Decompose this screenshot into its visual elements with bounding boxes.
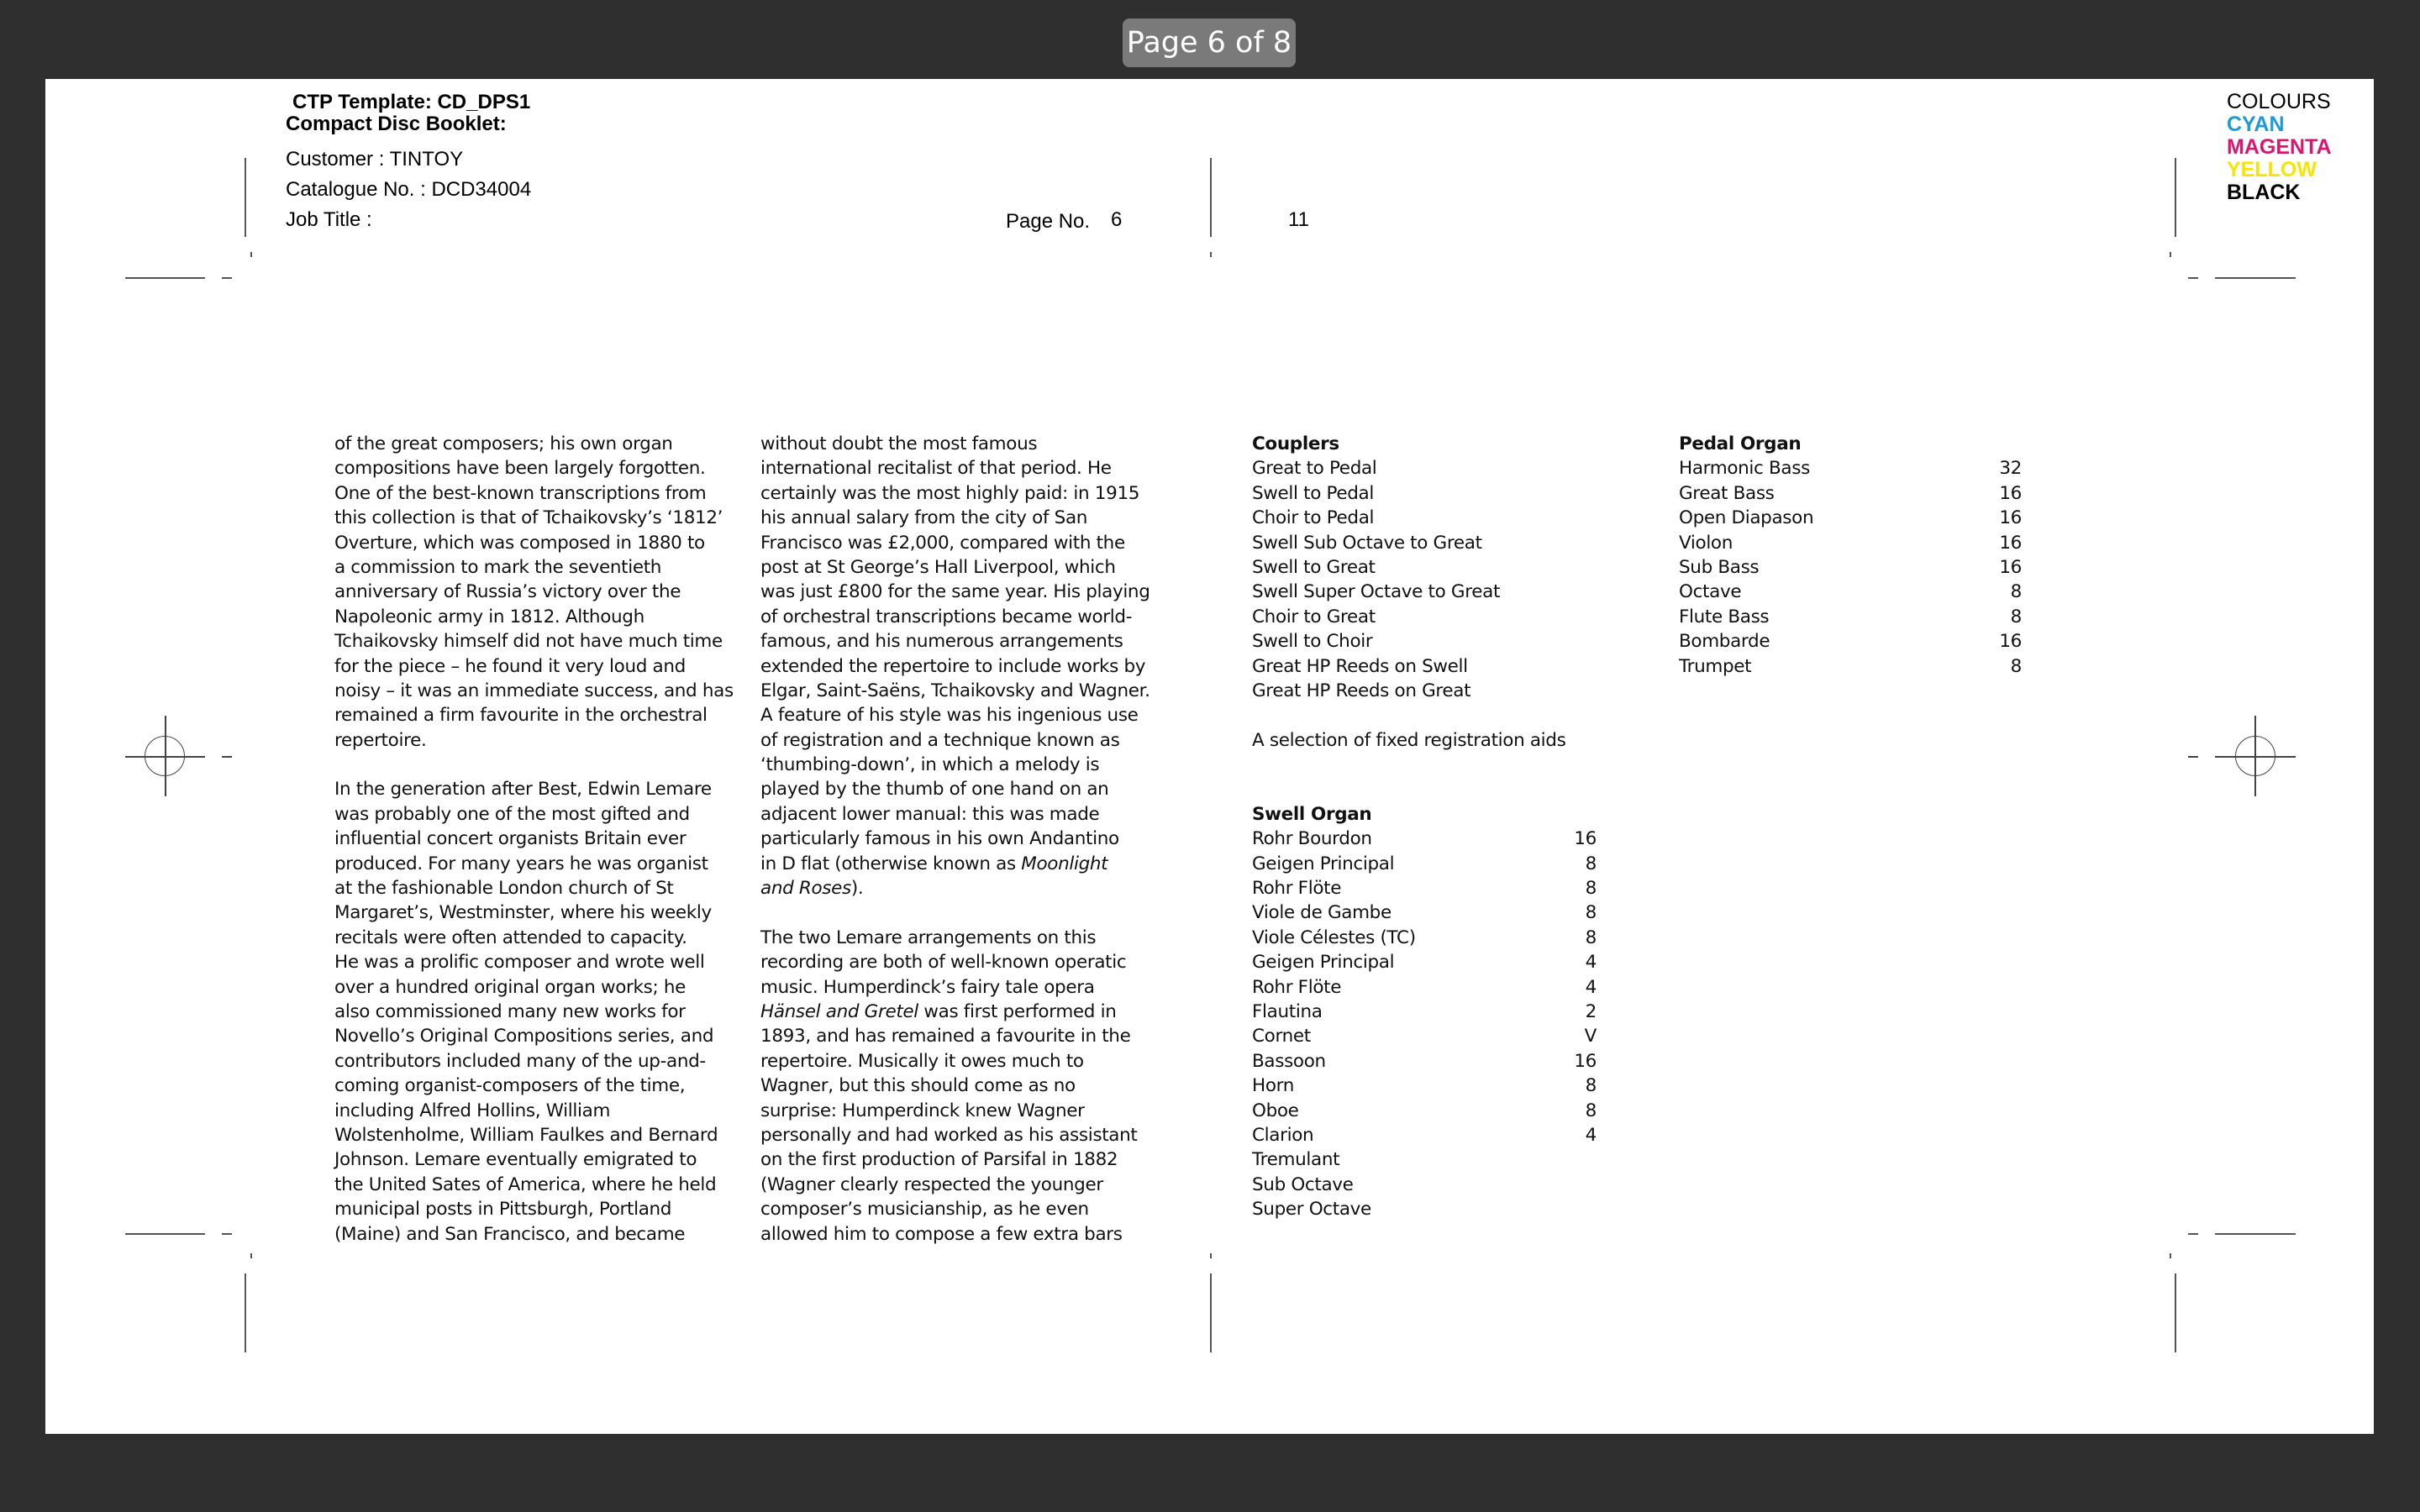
text-line: Wolstenholme, William Faulkes and Bernard: [334, 1124, 718, 1146]
stop-row: [1679, 531, 2022, 555]
text-line: repertoire. Musically it owes much to: [760, 1050, 1084, 1072]
stop-name: Bombarde: [1679, 631, 1770, 653]
text-line: noisy – it was an immediate success, and has: [334, 680, 734, 701]
catalogue-label: Catalogue No. : DCD34004: [286, 178, 532, 201]
stop-name: Viole Célestes (TC): [1252, 927, 1416, 948]
stop-name: Bassoon: [1252, 1050, 1326, 1072]
text-line: was just £800 for the same year. His playing: [760, 581, 1150, 603]
crop-mark: [2188, 277, 2198, 279]
text-line: The two Lemare arrangements on this: [760, 927, 1097, 948]
stop-row: [1679, 481, 2022, 506]
stop-row: [1252, 1049, 1597, 1074]
text-line: ‘thumbing-down’, in which a melody is: [760, 754, 1100, 776]
text-line: Tchaikovsky himself did not have much time: [334, 631, 723, 653]
stop-name: Harmonic Bass: [1679, 458, 1810, 480]
pedal-organ-heading: Pedal Organ: [1679, 433, 1802, 454]
crop-mark: [1210, 1253, 1212, 1258]
crop-mark: [222, 277, 232, 279]
stop-pitch: 8: [1585, 927, 1597, 948]
booklet-label: Compact Disc Booklet:: [286, 113, 507, 135]
colour-black: BLACK: [2227, 181, 2301, 204]
text-line: adjacent lower manual: this was made: [760, 803, 1100, 825]
colour-cyan: CYAN: [2227, 113, 2285, 136]
text-line: He was a prolific composer and wrote well: [334, 952, 705, 974]
stop-row: [1679, 654, 2022, 679]
stop-name: Rohr Bourdon: [1252, 828, 1372, 850]
stop-pitch: V: [1584, 1026, 1597, 1047]
stop-name: Super Octave: [1252, 1199, 1371, 1221]
specification-column-3: [1252, 432, 1597, 1222]
stop-name: Violon: [1679, 532, 1733, 554]
text-line: Novello’s Original Compositions series, and: [334, 1026, 714, 1047]
stop-name: Flautina: [1252, 1000, 1323, 1022]
stop-row: [1252, 975, 1597, 1000]
stop-row: [1252, 1000, 1597, 1024]
text-line: including Alfred Hollins, William: [334, 1100, 611, 1121]
text-line: coming organist-composers of the time,: [334, 1075, 686, 1097]
stop-pitch: 8: [1585, 1075, 1597, 1097]
stop-pitch: 4: [1585, 976, 1597, 998]
stop-name: Rohr Flöte: [1252, 878, 1342, 900]
stop-row: [1252, 1099, 1597, 1123]
text-line: 1893, and has remained a favourite in the: [760, 1026, 1131, 1047]
text-line: personally and had worked as his assistant: [760, 1124, 1138, 1146]
coupler-item: Great to Pedal: [1252, 458, 1377, 480]
text-line: extended the repertoire to include works by: [760, 655, 1146, 677]
stop-row: [1679, 456, 2022, 480]
crop-mark: [125, 1233, 205, 1235]
text-line: post at St George’s Hall Liverpool, which: [760, 556, 1116, 578]
crop-mark: [125, 277, 205, 279]
stop-row: [1252, 1197, 1597, 1221]
stop-pitch: 4: [1585, 1124, 1597, 1146]
text-line: A feature of his style was his ingenious use: [760, 705, 1139, 727]
stop-row: [1252, 926, 1597, 950]
text-line: (Maine) and San Francisco, and became: [334, 1223, 686, 1245]
stop-row: [1252, 827, 1597, 851]
text-line: particularly famous in his own Andantino: [760, 828, 1119, 850]
stop-name: Geigen Principal: [1252, 853, 1395, 874]
stop-row: [1252, 1173, 1597, 1197]
crop-mark: [222, 1233, 232, 1235]
stop-pitch: 16: [1999, 631, 2022, 653]
text-line: Margaret’s, Westminster, where his weekly: [334, 902, 712, 924]
stop-pitch: 8: [1585, 902, 1597, 924]
stop-pitch: 16: [1999, 507, 2022, 529]
coupler-item: Great HP Reeds on Swell: [1252, 655, 1468, 677]
stop-name: Great Bass: [1679, 482, 1775, 504]
stop-name: Flute Bass: [1679, 606, 1770, 627]
page-number-left: 6: [1111, 208, 1123, 231]
text-line: compositions have been largely forgotten.: [334, 458, 706, 480]
template-label: CTP Template: CD_DPS1: [292, 91, 531, 113]
stop-pitch: 16: [1999, 532, 2022, 554]
crop-mark: [2188, 1233, 2198, 1235]
stop-pitch: 2: [1585, 1000, 1597, 1022]
stop-row: [1252, 1123, 1597, 1147]
stop-row: [1679, 506, 2022, 530]
stop-name: Clarion: [1252, 1124, 1314, 1146]
text-line: for the piece – he found it very loud and: [334, 655, 686, 677]
stop-row: [1679, 580, 2022, 604]
stop-pitch: 8: [2010, 581, 2022, 603]
text-line: Hänsel and Gretel was first performed in: [760, 1000, 1117, 1022]
text-line: surprise: Humperdinck knew Wagner: [760, 1100, 1085, 1121]
text-line: the United Sates of America, where he held: [334, 1173, 717, 1195]
couplers-note: A selection of fixed registration aids: [1252, 729, 1566, 751]
text-line: anniversary of Russia’s victory over the: [334, 581, 681, 603]
coupler-item: Swell Super Octave to Great: [1252, 581, 1501, 603]
stop-name: Horn: [1252, 1075, 1295, 1097]
stop-row: [1252, 1074, 1597, 1098]
text-line: municipal posts in Pittsburgh, Portland: [334, 1199, 672, 1221]
coupler-item: Swell to Great: [1252, 556, 1376, 578]
text-line: music. Humperdinck’s fairy tale opera: [760, 976, 1095, 998]
text-line: Wagner, but this should come as no: [760, 1075, 1076, 1097]
coupler-item: Swell to Choir: [1252, 631, 1373, 653]
stop-row: [1252, 876, 1597, 900]
fold-mark: [1210, 158, 1212, 237]
stop-row: [1679, 555, 2022, 580]
stop-row: [1252, 950, 1597, 974]
coupler-item: Swell to Pedal: [1252, 482, 1374, 504]
text-line: at the fashionable London church of St: [334, 878, 674, 900]
text-line: recording are both of well-known operatic: [760, 952, 1127, 974]
colours-title: COLOURS: [2227, 90, 2331, 113]
text-line: over a hundred original organ works; he: [334, 976, 686, 998]
stop-pitch: 16: [1999, 556, 2022, 578]
text-line: remained a firm favourite in the orchestral: [334, 705, 708, 727]
stop-pitch: 8: [1585, 853, 1597, 874]
colour-magenta: MAGENTA: [2227, 135, 2332, 159]
text-line: influential concert organists Britain ever: [334, 828, 687, 850]
crop-mark: [250, 252, 252, 257]
text-line: In the generation after Best, Edwin Lemare: [334, 779, 712, 801]
text-line: allowed him to compose a few extra bars: [760, 1223, 1123, 1245]
text-line: in D flat (otherwise known as Moonlight: [760, 853, 1108, 874]
text-line: certainly was the most highly paid: in 1915: [760, 482, 1140, 504]
stop-name: Open Diapason: [1679, 507, 1814, 529]
stop-pitch: 8: [2010, 655, 2022, 677]
stop-name: Sub Bass: [1679, 556, 1760, 578]
colour-yellow: YELLOW: [2227, 158, 2317, 181]
coupler-item: Great HP Reeds on Great: [1252, 680, 1471, 701]
text-line: produced. For many years he was organist: [334, 853, 708, 874]
text-line: One of the best-known transcriptions from: [334, 482, 707, 504]
text-line: of registration and a technique known as: [760, 729, 1120, 751]
text-line: played by the thumb of one hand on an: [760, 779, 1109, 801]
text-column-2: [760, 432, 1172, 1247]
crop-mark: [245, 158, 246, 237]
stop-pitch: 4: [1585, 952, 1597, 974]
text-line: Johnson. Lemare eventually emigrated to: [334, 1149, 697, 1171]
stop-name: Geigen Principal: [1252, 952, 1395, 974]
stop-pitch: 16: [1574, 828, 1597, 850]
crop-mark: [250, 1253, 252, 1258]
specification-column-4: [1679, 432, 2022, 679]
stop-pitch: 8: [1585, 878, 1597, 900]
coupler-item: Choir to Pedal: [1252, 507, 1375, 529]
text-line: international recitalist of that period. He: [760, 458, 1112, 480]
stop-pitch: 8: [1585, 1100, 1597, 1121]
stop-row: [1252, 1024, 1597, 1048]
stop-name: Octave: [1679, 581, 1742, 603]
stop-name: Trumpet: [1679, 655, 1752, 677]
text-line: famous, and his numerous arrangements: [760, 631, 1123, 653]
text-column-1: [334, 432, 746, 1247]
stop-row: [1679, 605, 2022, 629]
stop-row: [1679, 629, 2022, 654]
text-line: on the first production of Parsifal in 1882: [760, 1149, 1118, 1171]
stop-row: [1252, 900, 1597, 925]
stop-pitch: 16: [1574, 1050, 1597, 1072]
colours-legend: [2227, 91, 2332, 204]
stop-pitch: 16: [1999, 482, 2022, 504]
text-line: repertoire.: [334, 729, 427, 751]
couplers-heading: Couplers: [1252, 433, 1339, 454]
coupler-item: Choir to Great: [1252, 606, 1376, 627]
text-line: (Wagner clearly respected the younger: [760, 1173, 1103, 1195]
customer-label: Customer : TINTOY: [286, 148, 464, 171]
fold-mark: [1210, 1273, 1212, 1352]
crop-mark: [2215, 277, 2296, 279]
text-line: Elgar, Saint-Saëns, Tchaikovsky and Wagner.: [760, 680, 1150, 701]
stop-name: Tremulant: [1252, 1149, 1340, 1171]
crop-mark: [2175, 158, 2176, 237]
text-line: was probably one of the most gifted and: [334, 803, 690, 825]
stop-name: Cornet: [1252, 1026, 1311, 1047]
paragraph-gap: [334, 753, 746, 777]
stop-name: Sub Octave: [1252, 1173, 1354, 1195]
page-number-right: 11: [1288, 208, 1309, 231]
text-line: and Roses).: [760, 878, 864, 900]
text-line: of orchestral transcriptions became world-: [760, 606, 1133, 627]
page-no-label: Page No.: [1006, 210, 1091, 233]
text-line: of the great composers; his own organ: [334, 433, 673, 454]
swell-organ-heading: Swell Organ: [1252, 803, 1372, 825]
crop-mark: [1210, 252, 1212, 257]
text-line: a commission to mark the seventieth: [334, 556, 662, 578]
stop-pitch: 8: [2010, 606, 2022, 627]
text-line: Napoleonic army in 1812. Although: [334, 606, 644, 627]
text-line: Overture, which was composed in 1880 to: [334, 532, 705, 554]
text-line: Francisco was £2,000, compared with the: [760, 532, 1125, 554]
text-line: also commissioned many new works for: [334, 1000, 686, 1022]
crop-mark: [2175, 1273, 2176, 1352]
job-title-label: Job Title :: [286, 208, 372, 231]
text-line: without doubt the most famous: [760, 433, 1038, 454]
text-line: this collection is that of Tchaikovsky’s ‘1812’: [334, 507, 723, 529]
stop-name: Rohr Flöte: [1252, 976, 1342, 998]
coupler-item: Swell Sub Octave to Great: [1252, 532, 1482, 554]
crop-mark: [245, 1273, 246, 1352]
crop-mark: [2170, 1253, 2171, 1258]
crop-mark: [2215, 1233, 2296, 1235]
stop-row: [1252, 852, 1597, 876]
page-indicator: Page 6 of 8: [1123, 18, 1296, 67]
text-line: contributors included many of the up-and-: [334, 1050, 706, 1072]
stop-row: [1252, 1147, 1597, 1172]
stop-name: Oboe: [1252, 1100, 1299, 1121]
text-line: composer’s musicianship, as he even: [760, 1199, 1089, 1221]
stop-pitch: 32: [1999, 458, 2022, 480]
crop-mark: [2170, 252, 2171, 257]
text-line: his annual salary from the city of San: [760, 507, 1088, 529]
text-line: recitals were often attended to capacity.: [334, 927, 687, 948]
stop-name: Viole de Gambe: [1252, 902, 1392, 924]
document-page: [45, 79, 2374, 1434]
